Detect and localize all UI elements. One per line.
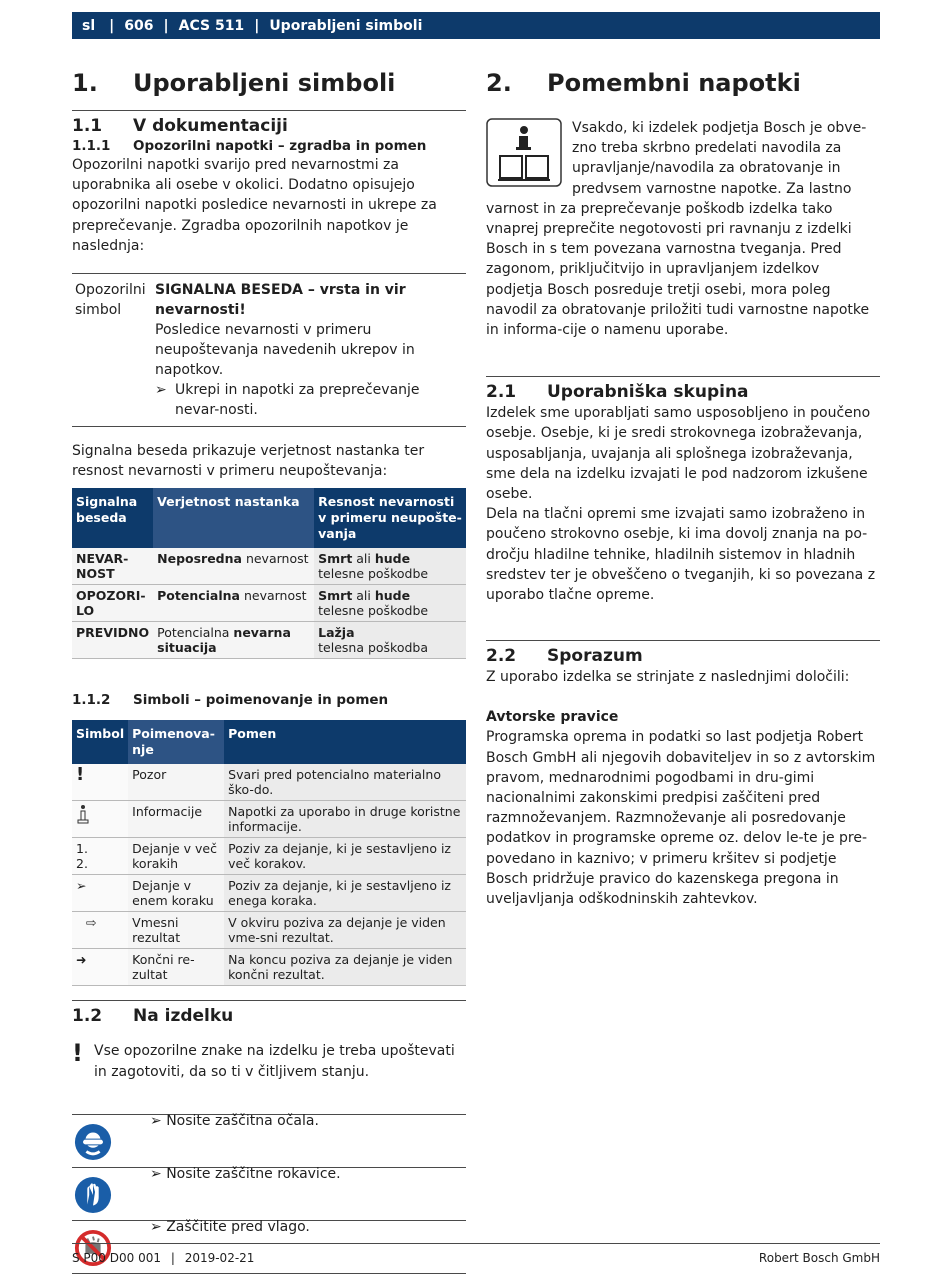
ppe-row-goggles: ➢ Nosite zaščitna očala. xyxy=(72,1114,466,1167)
header-page-number: 606 xyxy=(124,17,154,34)
numbered-steps-icon: 1. 2. xyxy=(72,838,128,875)
section-2-2-heading: 2.2 Sporazum xyxy=(486,646,643,667)
section-1-1-1-heading: 1.1.1 Opozorilni napotki – zgradba in pomen xyxy=(72,138,427,154)
safety-gloves-icon xyxy=(74,1176,112,1214)
symbols-table: Simbol Poimenova-nje Pomen ! Pozor Svari pred potencialno materialno ško-do. Informacije Napotki za uporabo in druge koristne informacije. 1. 2. Dejanje v več korakih Poziv za dejanje, ki je sestavljeno iz več korakov. ➢ Dejanje v enem koraku Poziv za dejanje, ki je sestavljeno iz enega koraka. ⇨ Vmesni rezultat V okviru poziva za dejanje je viden vme-sni rezultat. ➜ Končni re-zultat Na koncu poziva za dejanje je viden končni rezultat. xyxy=(72,720,466,986)
user-group-paragraph-2: Dela na tlačni opremi sme izvajati samo izobraženo in poučeno strokovno osebje, ki ima dovolj znanja na po-dročju hladilne tehnike, hladilnih sistemov in hladnih sredstev ter je obveščeno o tveganjih, ki so povezana z uporabo tlačne opreme. xyxy=(486,506,876,604)
ppe-row-gloves: ➢ Nosite zaščitne rokavice. xyxy=(72,1167,466,1220)
section-1-1-2-heading: 1.1.2 Simboli – poimenovanje in pomen xyxy=(72,692,389,709)
exclamation-icon: ! xyxy=(72,1039,83,1068)
action-arrow-icon: ➢ xyxy=(150,1218,167,1235)
header-lang: sl xyxy=(82,17,96,34)
table-row: 1. 2. Dejanje v več korakih Poziv za dejanje, ki je sestavljeno iz več korakov. xyxy=(72,838,466,875)
product-warning-note: ! Vse opozorilne znake na izdelku je treba upoštevati in zagotoviti, da so ti v čitljivem stanju. xyxy=(72,1041,466,1081)
read-manual-icon xyxy=(486,118,562,188)
section-2-heading: 2. Pomembni napotki xyxy=(486,69,801,97)
table-row: Informacije Napotki za uporabo in druge koristne informacije. xyxy=(72,801,466,838)
table-row: PREVIDNO Potencialna nevarna situacija Lažja telesna poškodba xyxy=(72,622,466,659)
table-row: ➢ Dejanje v enem koraku Poziv za dejanje, ki je sestavljeno iz enega koraka. xyxy=(72,875,466,912)
section-1-heading: 1. Uporabljeni simboli xyxy=(72,69,396,97)
footer-date: 2019-02-21 xyxy=(184,1251,255,1265)
header-title: Uporabljeni simboli xyxy=(269,17,423,34)
warning-notes-paragraph: Opozorilni napotki svarijo pred nevarnostmi za uporabnika ali osebe v okolici. Dodatno opisujejo opozorilni napotki posledice nevarnosti in ukrepe za preprečevanje. Zgradba opozorilnih napotkov je naslednja: xyxy=(72,157,437,254)
page-header: sl | 606 | ACS 511 | Uporabljeni simboli xyxy=(72,12,880,39)
final-result-arrow-icon: ➜ xyxy=(72,949,128,986)
signal-word-table: Signalna beseda Verjetnost nastanka Resnost nevarnosti v primeru neupošte-vanja NEVAR-NOST Neposredna nevarnost Smrt ali hude telesne poškodbe OPOZORI-LO Potencialna nevarnost Smrt ali hude telesne poškodbe PREVIDNO Potencialna nevarna situacija Lažja telesna poškodba xyxy=(72,488,466,659)
section-2-1-heading: 2.1 Uporabniška skupina xyxy=(486,382,749,403)
table-row: OPOZORI-LO Potencialna nevarnost Smrt ali hude telesne poškodbe xyxy=(72,585,466,622)
table-row: ➜ Končni re-zultat Na koncu poziva za dejanje je viden končni rezultat. xyxy=(72,949,466,986)
important-notes-intro: Vsakdo, ki izdelek podjetja Bosch je obve-zno treba skrbno predelati navodila za upravljanje/navodila za obratovanje in predvsem varnostne napotke. Za lastno varnost in za preprečevanje poškodb izdelka tako vnaprej preprečite negotovosti pri ravnanju z izdelki Bosch in s tem povezana varnostna tveganja. Pred zagonom, priključitvijo in upravljanjem izdelkov podjetja Bosch posreduje tretji osebi, mora poleg navodil za obratovanje priložiti tudi varnostne napotke in informa-cije o namenu uporabe. xyxy=(486,120,870,339)
footer-company: Robert Bosch GmbH xyxy=(758,1251,880,1265)
agreement-intro: Z uporabo izdelka se strinjate z naslednjimi določili: xyxy=(486,669,850,686)
signal-word-paragraph: Signalna beseda prikazuje verjetnost nastanka ter resnost nevarnosti v primeru neupoštevanja: xyxy=(72,443,425,480)
info-icon xyxy=(76,804,90,826)
footer-doc-number: S P00 D00 001 xyxy=(72,1251,161,1265)
section-1-2-heading: 1.2 Na izdelku xyxy=(72,1006,234,1027)
safety-goggles-icon xyxy=(74,1123,112,1161)
exclamation-icon: ! xyxy=(76,764,85,786)
table-row: ! Pozor Svari pred potencialno materialno ško-do. xyxy=(72,764,466,801)
single-step-arrow-icon: ➢ xyxy=(72,875,128,912)
intermediate-result-arrow-icon: ⇨ xyxy=(72,912,128,949)
section-1-1-heading: 1.1 V dokumentaciji xyxy=(72,116,288,136)
copyright-heading: Avtorske pravice xyxy=(486,709,619,726)
action-arrow-icon: ➢ xyxy=(155,382,167,399)
copyright-paragraph: Programska oprema in podatki so last podjetja Robert Bosch GmbH ali njegovih dobaviteljev in so z avtorskim pravom, mednarodnimi pogodbami in dru-gimi nacionalnimi zakonskimi predpisi zaščiteni pred razmnoževanjem. Razmnoževanje ali posredovanje podatkov in programske opreme oz. delov le-te je pre-povedano in kaznivo; v primeru kršitev si podjetje Bosch pridržuje pravico do kazenskega pregona in uveljavljanja odškodninskih zahtevkov. xyxy=(486,729,876,908)
ppe-row-moisture: ➢ Zaščitite pred vlago. xyxy=(72,1220,466,1274)
table-row: ⇨ Vmesni rezultat V okviru poziva za dejanje je viden vme-sni rezultat. xyxy=(72,912,466,949)
page-footer: S P00 D00 001 | 2019-02-21 Robert Bosch GmbH xyxy=(72,1243,880,1265)
action-arrow-icon: ➢ xyxy=(150,1112,167,1129)
left-column xyxy=(72,64,466,1274)
user-group-paragraph-1: Izdelek sme uporabljati samo usposobljeno in poučeno osebje. Osebje, ki je sredi strokovnega izobraževanja, usposabljanja, uvajanja ali splošnega izobraževanja, sme dela na izdelku izvajati le pod nadzorom izkušene osebe. xyxy=(486,405,871,503)
action-arrow-icon: ➢ xyxy=(150,1165,167,1182)
right-column xyxy=(486,64,880,909)
header-product: ACS 511 xyxy=(178,17,245,34)
signal-word-example: Opozorilni simbol SIGNALNA BESEDA – vrsta in vir nevarnosti! Posledice nevarnosti v primeru neupoštevanja navedenih ukrepov in napotkov. ➢ Ukrepi in napotki za preprečevanje nevar-nosti. xyxy=(72,273,466,427)
table-row: NEVAR-NOST Neposredna nevarnost Smrt ali hude telesne poškodbe xyxy=(72,548,466,585)
